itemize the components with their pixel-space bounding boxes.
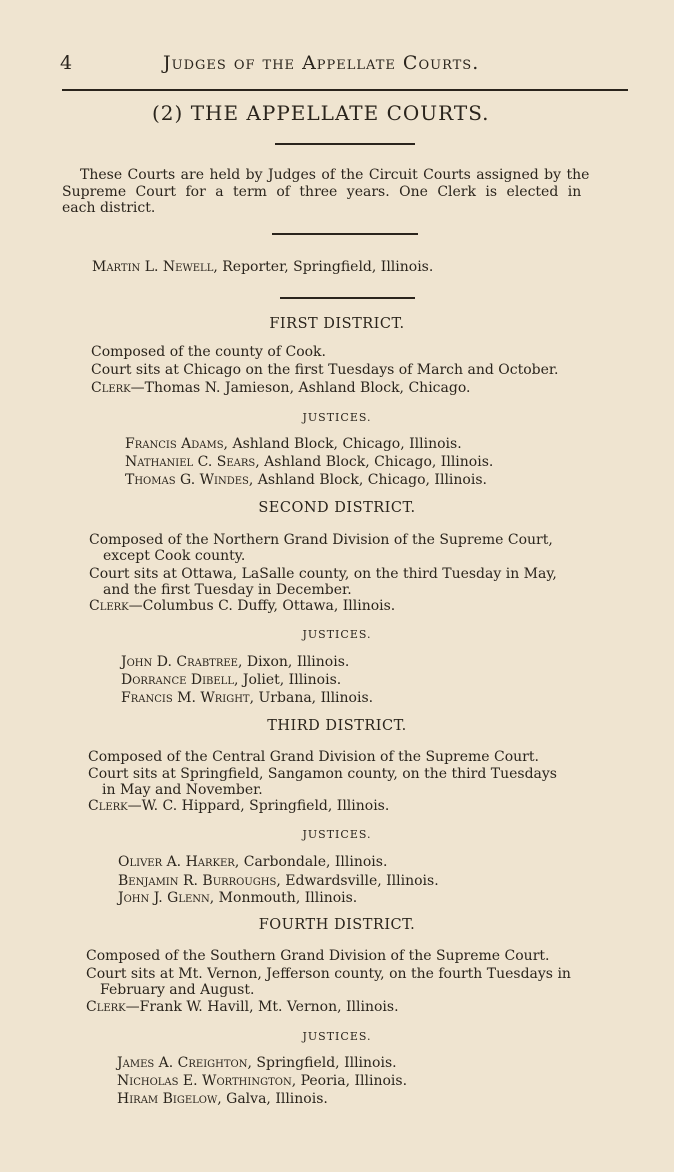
divider <box>275 143 415 145</box>
justice-item <box>121 672 341 688</box>
clerk-line <box>91 380 470 396</box>
page-number: 4 <box>60 52 73 74</box>
district-line: Composed of the Northern Grand Division of the Supreme Court, <box>89 532 553 548</box>
running-title: Judges of the Appellate Courts. <box>163 52 480 74</box>
justice-item <box>125 472 487 488</box>
justice-name: Nicholas E. Worthington, <box>117 1073 297 1089</box>
justice-item <box>125 436 462 452</box>
divider <box>272 233 418 235</box>
intro-line: These Courts are held by Judges of the Circuit Courts assigned by the <box>80 167 590 183</box>
district-line: except Cook county. <box>103 548 246 564</box>
justice-item <box>118 854 387 870</box>
justice-name: John J. Glenn, <box>118 890 215 906</box>
justice-detail: Galva, Illinois. <box>221 1091 328 1107</box>
justice-detail: Ashland Block, Chicago, Illinois. <box>253 472 487 488</box>
district-heading: FIRST DISTRICT. <box>269 316 405 332</box>
justices-label: JUSTICES. <box>302 828 372 841</box>
clerk-detail: —W. C. Hippard, Springfield, Illinois. <box>127 798 390 814</box>
justice-detail: Joliet, Illinois. <box>238 672 342 688</box>
justice-name: Oliver A. Harker, <box>118 854 240 870</box>
intro-line: Supreme Court for a term of three years. One Clerk is elected in <box>62 184 582 200</box>
justice-name: Dorrance Dibell, <box>121 672 239 688</box>
justice-name: Benjamin R. Burroughs, <box>118 873 281 889</box>
clerk-detail: —Thomas N. Jamieson, Ashland Block, Chicago. <box>130 380 471 396</box>
clerk-label: Clerk <box>89 598 129 614</box>
clerk-label: Clerk <box>88 798 128 814</box>
justice-detail: Edwardsville, Illinois. <box>280 873 439 889</box>
justice-detail: Ashland Block, Chicago, Illinois. <box>228 436 462 452</box>
justice-item <box>117 1073 407 1089</box>
district-line: Court sits at Ottawa, LaSalle county, on the third Tuesday in May, <box>89 566 557 582</box>
district-line: Composed of the Southern Grand Division of the Supreme Court. <box>86 948 550 964</box>
justice-name: John D. Crabtree, <box>121 654 243 670</box>
district-line: Court sits at Springfield, Sangamon county, on the third Tuesdays <box>88 766 557 782</box>
justice-item <box>117 1091 328 1107</box>
district-heading: SECOND DISTRICT. <box>258 500 416 516</box>
clerk-label: Clerk <box>86 999 126 1015</box>
justice-item <box>118 873 439 889</box>
clerk-detail: —Columbus C. Duffy, Ottawa, Illinois. <box>128 598 396 614</box>
clerk-label: Clerk <box>91 380 131 396</box>
justices-label: JUSTICES. <box>302 411 372 424</box>
district-line: and the first Tuesday in December. <box>103 582 352 598</box>
justice-detail: Urbana, Illinois. <box>254 690 374 706</box>
justice-detail: Monmouth, Illinois. <box>214 890 358 906</box>
district-line: Composed of the county of Cook. <box>91 344 326 360</box>
divider <box>280 297 415 299</box>
page-title: (2) THE APPELLATE COURTS. <box>152 101 490 125</box>
clerk-line <box>89 598 395 614</box>
district-heading: THIRD DISTRICT. <box>267 718 407 734</box>
justice-item <box>125 454 493 470</box>
clerk-line <box>86 999 399 1015</box>
justice-name: Thomas G. Windes, <box>125 472 254 488</box>
district-line: February and August. <box>100 982 255 998</box>
reporter-line <box>92 259 433 275</box>
header-rule <box>62 89 628 91</box>
reporter-name: Martin L. Newell, <box>92 259 218 275</box>
justices-label: JUSTICES. <box>302 628 372 641</box>
justice-detail: Springfield, Illinois. <box>251 1055 397 1071</box>
reporter-detail: Reporter, Springfield, Illinois. <box>217 259 434 275</box>
district-line: Court sits at Mt. Vernon, Jefferson county, on the fourth Tuesdays in <box>86 966 571 982</box>
district-heading: FOURTH DISTRICT. <box>258 917 416 933</box>
justice-item <box>121 654 349 670</box>
justice-detail: Carbondale, Illinois. <box>239 854 388 870</box>
justice-item <box>118 890 357 906</box>
intro-line: each district. <box>62 200 156 216</box>
justice-detail: Ashland Block, Chicago, Illinois. <box>259 454 494 470</box>
justice-detail: Dixon, Illinois. <box>242 654 350 670</box>
justice-name: Francis M. Wright, <box>121 690 255 706</box>
justice-name: Hiram Bigelow, <box>117 1091 222 1107</box>
justice-detail: Peoria, Illinois. <box>296 1073 408 1089</box>
clerk-detail: —Frank W. Havill, Mt. Vernon, Illinois. <box>125 999 399 1015</box>
district-line: Court sits at Chicago on the first Tuesdays of March and October. <box>91 362 559 378</box>
justice-name: Nathaniel C. Sears, <box>125 454 260 470</box>
district-line: Composed of the Central Grand Division of the Supreme Court. <box>88 749 539 765</box>
justices-label: JUSTICES. <box>302 1030 372 1043</box>
justice-name: James A. Creighton, <box>117 1055 252 1071</box>
justice-item <box>121 690 373 706</box>
clerk-line <box>88 798 389 814</box>
justice-item <box>117 1055 397 1071</box>
district-line: in May and November. <box>102 782 263 798</box>
justice-name: Francis Adams, <box>125 436 229 452</box>
